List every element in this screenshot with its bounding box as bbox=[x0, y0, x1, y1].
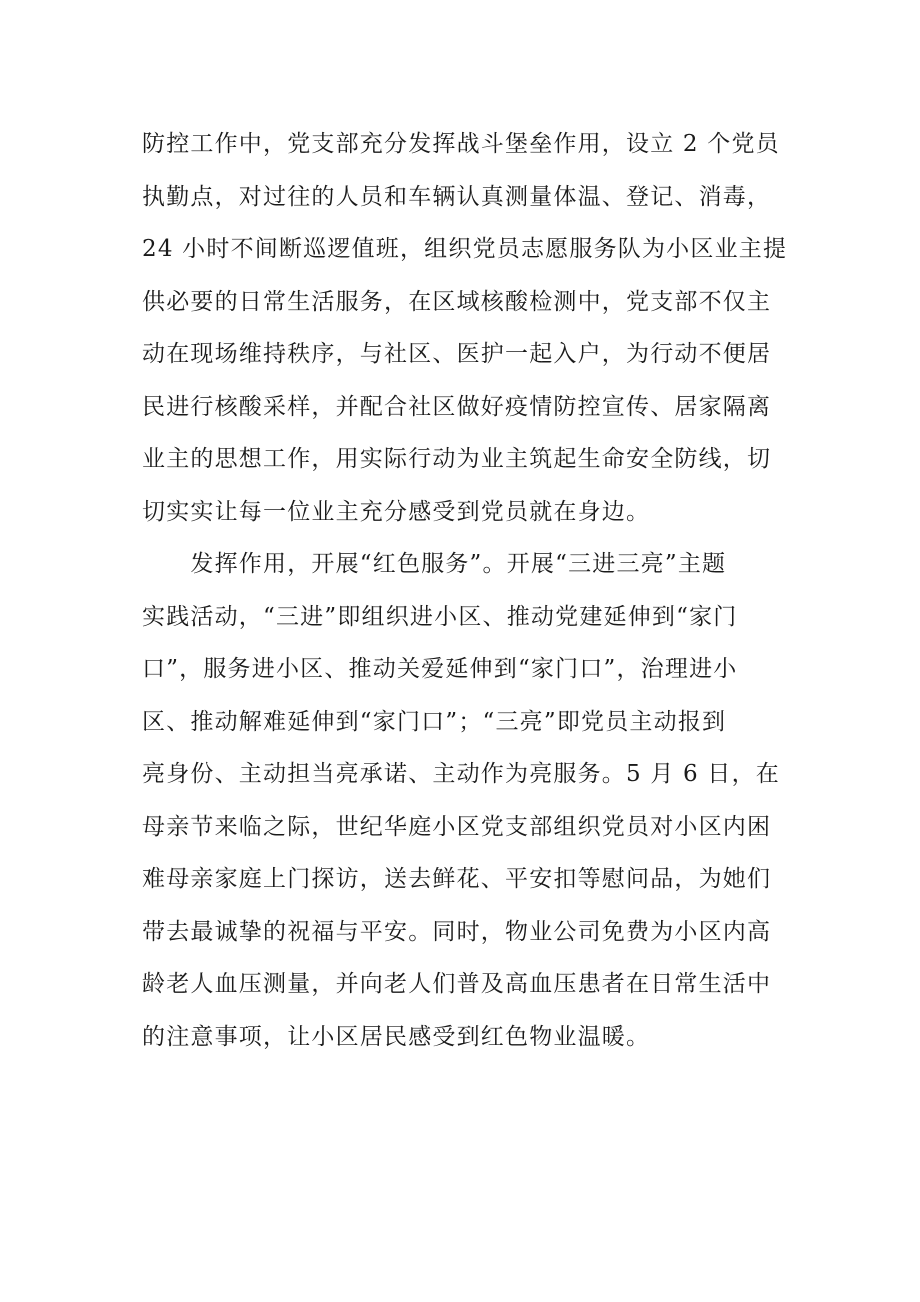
text-line: 切实实让每一位业主充分感受到党员就在身边。 bbox=[142, 498, 651, 525]
text-line: 的注意事项，让小区居民感受到红色物业温暖。 bbox=[142, 1023, 651, 1050]
text-line: 动在现场维持秩序，与社区、医护一起入户，为行动不便居 bbox=[142, 341, 772, 367]
text-line: 执勤点，对过往的人员和车辆认真测量体温、登记、消毒， bbox=[142, 183, 772, 210]
text-line: 发挥作用，开展“红色服务”。开展“三进三亮”主题 bbox=[142, 551, 727, 577]
text-line: 难母亲家庭上门探访，送去鲜花、平安扣等慰问品，为她们 bbox=[142, 866, 772, 892]
text-line: 24 小时不间断巡逻值班，组织党员志愿服务队为小区业主提 bbox=[142, 236, 788, 262]
text-line: 区、推动解难延伸到“家门口”；“三亮”即党员主动报到 bbox=[142, 708, 727, 735]
text-line: 亮身份、主动担当亮承诺、主动作为亮服务。5 月 6 日，在 bbox=[142, 761, 780, 787]
text-line: 带去最诚挚的祝福与平安。同时，物业公司免费为小区内高 bbox=[142, 918, 772, 945]
text-line: 供必要的日常生活服务，在区域核酸检测中，党支部不仅主 bbox=[142, 288, 772, 315]
text-line: 实践活动，“三进”即组织进小区、推动党建延伸到“家门 bbox=[142, 603, 738, 630]
text-line: 龄老人血压测量，并向老人们普及高血压患者在日常生活中 bbox=[142, 971, 772, 997]
text-line: 母亲节来临之际，世纪华庭小区党支部组织党员对小区内困 bbox=[142, 813, 772, 840]
paragraph-epidemic-control bbox=[142, 118, 792, 538]
paragraph-red-service bbox=[142, 538, 792, 1063]
text-line: 业主的思想工作，用实际行动为业主筑起生命安全防线，切 bbox=[142, 446, 772, 472]
text-line: 防控工作中，党支部充分发挥战斗堡垒作用，设立 2 个党员 bbox=[142, 131, 780, 157]
body-text bbox=[142, 118, 792, 1063]
text-line: 口”，服务进小区、推动关爱延伸到“家门口”，治理进小 bbox=[142, 656, 738, 682]
text-line: 民进行核酸采样，并配合社区做好疫情防控宣传、居家隔离 bbox=[142, 393, 772, 420]
